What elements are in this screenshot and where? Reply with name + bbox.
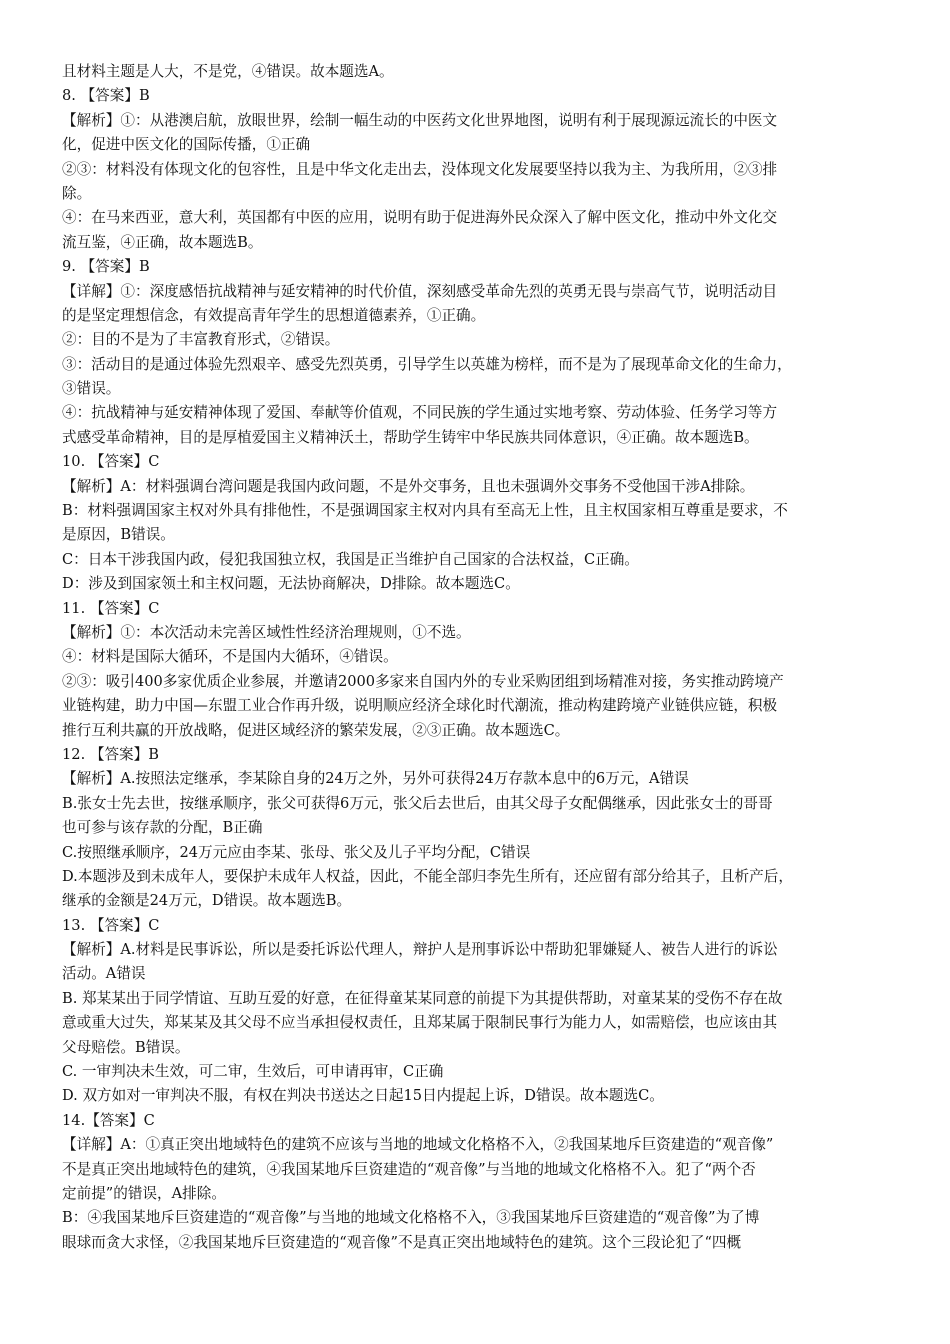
text-line: 推行互利共赢的开放战略，促进区域经济的繁荣发展，②③正确。故本题选C。 [62,721,570,739]
text-line: ③错误。 [62,380,121,398]
text-line: 12. 【答案】B [62,745,159,763]
text-line: 【解析】①：本次活动未完善区域性性经济治理规则，①不选。 [62,623,471,641]
text-line: 11. 【答案】C [62,599,160,617]
text-line: 意或重大过失，郑某某及其父母不应当承担侵权责任，且郑某属于限制民事行为能力人，如需赔偿，也应该由其 [62,1014,778,1032]
text-line: 【详解】A：①真正突出地域特色的建筑不应该与当地的地域文化格格不入，②我国某地斥巨资建造的“观音像” [62,1136,774,1154]
text-line: 定前提”的错误，A排除。 [62,1184,226,1202]
text-line: D. 双方如对一审判决不服，有权在判决书送达之日起15日内提起上诉，D错误。故本题选C。 [62,1087,664,1105]
text-line: 【解析】A.按照法定继承，李某除自身的24万之外，另外可获得24万存款本息中的6万元，A错误 [62,770,689,788]
text-line: 10. 【答案】C [62,453,160,471]
text-line: B. 郑某某出于同学情谊、互助互爱的好意，在征得童某某同意的前提下为其提供帮助，对童某某的受伤不存在故 [62,989,783,1007]
text-line: 眼球而贪大求怪，②我国某地斥巨资建造的“观音像”不是真正突出地域特色的建筑。这个三段论犯了“四概 [62,1233,742,1251]
text-line: ②③：材料没有体现文化的包容性，且是中华文化走出去，没体现文化发展要坚持以我为主、为我所用，②③排 [62,160,778,178]
text-line: 【解析】A.材料是民事诉讼，所以是委托诉讼代理人，辩护人是刑事诉讼中帮助犯罪嫌疑人、被告人进行的诉讼 [62,941,778,959]
text-line: ④：抗战精神与延安精神体现了爱国、奉献等价值观，不同民族的学生通过实地考察、劳动体验、任务学习等方 [62,404,778,422]
text-line: 【解析】A：材料强调台湾问题是我国内政问题，不是外交事务，且也未强调外交事务不受他国干涉A排除。 [62,477,755,495]
text-line: 【详解】①：深度感悟抗战精神与延安精神的时代价值，深刻感受革命先烈的英勇无畏与崇高气节，说明活动目 [62,282,778,300]
text-line: ②③：吸引400多家优质企业参展，并邀请2000多家来自国内外的专业采购团组到场精准对接，务实推动跨境产 [62,672,784,690]
text-line: 父母赔偿。B错误。 [62,1038,190,1056]
text-line: D.本题涉及到未成年人，要保护未成年人权益，因此，不能全部归李先生所有，还应留有部分给其子，且析产后， [62,867,793,885]
text-line: C.按照继承顺序，24万元应由李某、张母、张父及儿子平均分配，C错误 [62,843,531,861]
text-line: C. 一审判决未生效，可二审，生效后，可申请再审，C正确 [62,1063,444,1081]
text-line: 化，促进中医文化的国际传播，①正确 [62,136,311,154]
text-line: 也可参与该存款的分配，B正确 [62,819,263,837]
text-line: 不是真正突出地域特色的建筑，④我国某地斥巨资建造的“观音像”与当地的地域文化格格不入。犯了“两个否 [62,1160,756,1178]
text-line: 9. 【答案】B [62,258,150,276]
text-line: 业链构建，助力中国—东盟工业合作再升级，说明顺应经济全球化时代潮流，推动构建跨境产业链供应链，积极 [62,697,778,715]
text-line: 是原因，B错误。 [62,526,175,544]
text-line: B：材料强调国家主权对外具有排他性，不是强调国家主权对内具有至高无上性，且主权国家相互尊重是要求，不 [62,502,788,520]
text-line: ③：活动目的是通过体验先烈艰辛、感受先烈英勇，引导学生以英雄为榜样，而不是为了展现革命文化的生命力， [62,355,792,373]
text-line: 8. 【答案】B [62,87,150,105]
text-line: B：④我国某地斥巨资建造的“观音像”与当地的地域文化格格不入，③我国某地斥巨资建造的“观音像”为了博 [62,1209,760,1227]
text-line: 14.【答案】C [62,1111,155,1129]
text-line: D：涉及到国家领土和主权问题，无法协商解决，D排除。故本题选C。 [62,575,520,593]
text-line: ④：材料是国际大循环，不是国内大循环，④错误。 [62,648,398,666]
text-line: 继承的金额是24万元，D错误。故本题选B。 [62,892,352,910]
text-line: ④：在马来西亚，意大利，英国都有中医的应用，说明有助于促进海外民众深入了解中医文化，推动中外文化交 [62,209,778,227]
text-line: 式感受革命精神，目的是厚植爱国主义精神沃土，帮助学生铸牢中华民族共同体意识，④正确。故本题选B。 [62,428,759,446]
text-line: 13. 【答案】C [62,916,160,934]
text-line: B.张女士先去世，按继承顺序，张父可获得6万元，张父后去世后，由其父母子女配偶继承，因此张女士的哥哥 [62,794,773,812]
text-line: 活动。A错误 [62,965,146,983]
text-line: C：日本干涉我国内政，侵犯我国独立权，我国是正当维护自己国家的合法权益，C正确。 [62,550,639,568]
text-line: 且材料主题是人大，不是党，④错误。故本题选A。 [62,63,394,80]
text-line: 的是坚定理想信念，有效提高青年学生的思想道德素养，①正确。 [62,306,486,324]
text-line: 除。 [62,184,92,202]
text-line: ②：目的不是为了丰富教育形式，②错误。 [62,331,340,349]
text-line: 【解析】①：从港澳启航，放眼世界，绘制一幅生动的中医药文化世界地图，说明有利于展现源远流长的中医文 [62,111,778,129]
text-line: 流互鉴，④正确，故本题选B。 [62,233,263,251]
